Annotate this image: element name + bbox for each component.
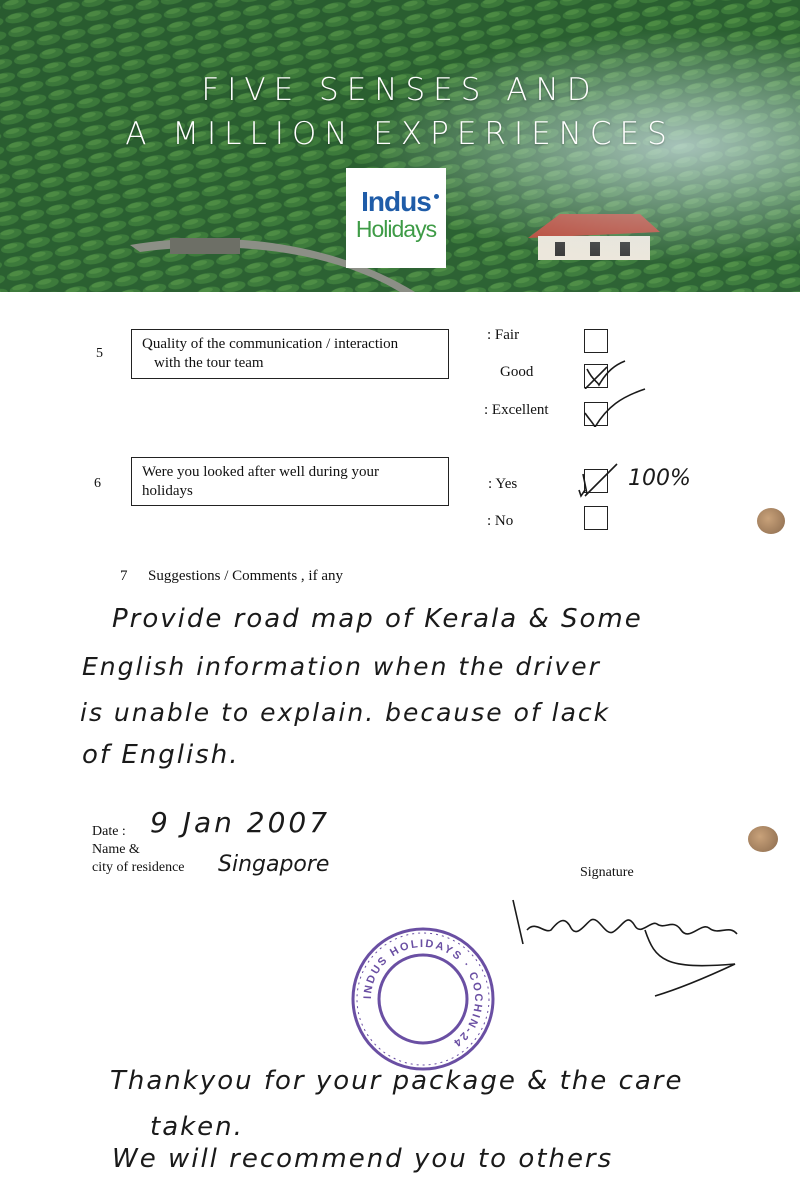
handwritten-signature xyxy=(505,890,755,1010)
closing-line-1: Thankyou for your package & the care xyxy=(110,1066,684,1096)
question-6-box xyxy=(131,457,449,506)
question-5-box xyxy=(131,329,449,379)
logo-dot xyxy=(434,194,439,199)
logo-word-indus: Indus xyxy=(361,186,431,217)
suggestion-line-3: is unable to explain. because of lack xyxy=(80,698,611,727)
closing-line-3: We will recommend you to others xyxy=(112,1144,614,1174)
question-6-text-line2: holidays xyxy=(142,483,193,499)
headline-line-2: A MILLION EXPERIENCES xyxy=(125,116,675,152)
company-stamp xyxy=(348,924,498,1074)
question-6-number: 6 xyxy=(94,476,101,491)
option-fair-checkbox[interactable] xyxy=(584,329,608,353)
paper-stain-1 xyxy=(757,508,785,534)
headline-line-1: FIVE SENSES AND xyxy=(201,72,599,108)
suggestion-line-1: Provide road map of Kerala & Some xyxy=(112,604,643,634)
good-check-mark-icon xyxy=(579,355,627,389)
stamp-text: INDUS HOLIDAYS · COCHIN-24 xyxy=(361,937,485,1050)
option-no-checkbox[interactable] xyxy=(584,506,608,530)
city-value-handwritten: Singapore xyxy=(218,852,330,877)
option-excellent-checkbox[interactable] xyxy=(584,402,608,426)
option-yes-label: : Yes xyxy=(488,476,518,492)
question-5-text-line2: with the tour team xyxy=(154,355,264,371)
suggestion-line-4: of English. xyxy=(82,740,240,770)
name-label: Name & xyxy=(92,842,140,857)
date-value-handwritten: 9 Jan 2007 xyxy=(150,806,331,839)
suggestions-number: 7 xyxy=(120,568,128,584)
excellent-check-mark-icon xyxy=(581,387,651,427)
option-excellent-label: : Excellent xyxy=(484,402,549,418)
option-good-label: Good xyxy=(500,364,534,380)
logo-word-holidays: Holidays xyxy=(355,216,437,242)
yes-check-mark-icon xyxy=(577,460,627,500)
header-banner xyxy=(0,0,800,292)
option-fair-label: : Fair xyxy=(487,327,520,343)
question-5-number: 5 xyxy=(96,346,103,361)
closing-line-2: taken. xyxy=(150,1112,244,1142)
option-no-label: : No xyxy=(487,513,514,529)
yes-note-handwritten: 100% xyxy=(628,466,691,491)
paper-stain-2 xyxy=(748,826,778,852)
option-yes-checkbox[interactable] xyxy=(584,469,608,493)
indus-holidays-logo xyxy=(346,168,446,268)
question-6-text-line1: Were you looked after well during your xyxy=(142,464,380,480)
suggestions-label: Suggestions / Comments , if any xyxy=(148,568,343,584)
date-label: Date : xyxy=(92,824,126,839)
signature-label: Signature xyxy=(580,865,634,880)
question-5-text-line1: Quality of the communication / interaction xyxy=(142,336,399,352)
city-label: city of residence xyxy=(92,860,185,875)
option-good-checkbox[interactable] xyxy=(584,364,608,388)
suggestion-line-2: English information when the driver xyxy=(82,652,601,681)
